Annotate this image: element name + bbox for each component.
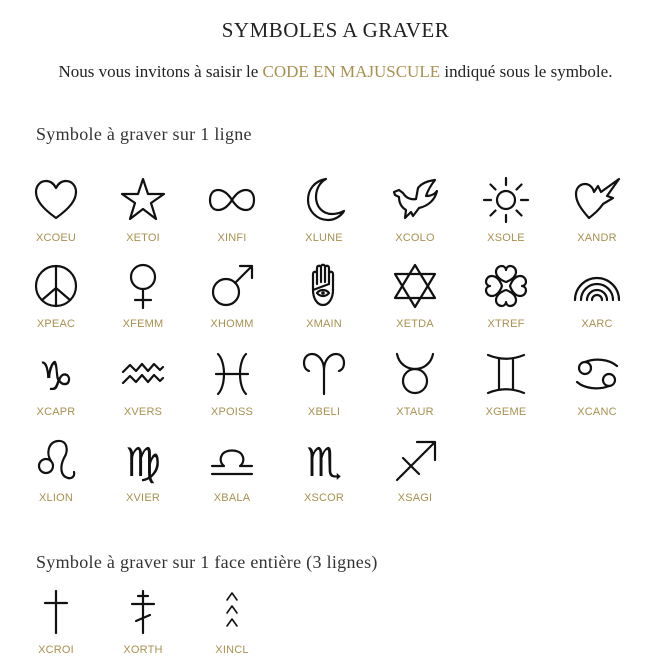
symbol-xgeme[interactable] bbox=[466, 350, 546, 418]
male-icon bbox=[208, 262, 256, 310]
symbol-code: XLION bbox=[38, 492, 73, 504]
libra-icon bbox=[208, 436, 256, 484]
symbol-code: XBALA bbox=[213, 492, 251, 504]
symbol-code: XETOI bbox=[126, 232, 160, 244]
symbol-xarc[interactable] bbox=[557, 262, 637, 330]
symbol-code: XINFI bbox=[217, 232, 247, 244]
symbol-xtref[interactable] bbox=[466, 262, 546, 330]
heart-icon bbox=[32, 176, 80, 224]
aries-icon bbox=[300, 350, 348, 398]
symbol-xlune[interactable] bbox=[284, 176, 364, 244]
symbol-code: XVERS bbox=[123, 406, 163, 418]
symbol-xfemm[interactable] bbox=[103, 262, 183, 330]
capricorn-icon bbox=[32, 350, 80, 398]
svg-text:♍: ♍ bbox=[125, 440, 161, 486]
symbol-code: XVIER bbox=[125, 492, 160, 504]
symbol-code: XCANC bbox=[577, 406, 617, 418]
symbol-xbeli[interactable] bbox=[284, 350, 364, 418]
symbol-code: XCAPR bbox=[36, 406, 76, 418]
star-of-david-icon bbox=[391, 262, 439, 310]
symbol-xvier[interactable] bbox=[103, 436, 183, 504]
symbol-code: XCOLO bbox=[395, 232, 435, 244]
symbol-xcapr[interactable] bbox=[16, 350, 96, 418]
symbol-code: XTAUR bbox=[396, 406, 434, 418]
page-title: SYMBOLES A GRAVER bbox=[221, 18, 450, 42]
symbol-xcanc[interactable] bbox=[557, 350, 637, 418]
pisces-icon bbox=[208, 350, 256, 398]
symbol-code: XLUNE bbox=[305, 232, 343, 244]
symbol-code: XCROI bbox=[38, 644, 74, 656]
symbol-xincl[interactable] bbox=[192, 588, 272, 656]
intro-after: indiqué sous le symbole. bbox=[440, 62, 613, 81]
symbol-xandr[interactable] bbox=[557, 176, 637, 244]
rainbow-icon bbox=[573, 262, 621, 310]
symbol-code: XSCOR bbox=[303, 492, 345, 504]
latin-cross-icon bbox=[32, 588, 80, 636]
symbol-xlion[interactable] bbox=[16, 436, 96, 504]
aquarius-icon bbox=[119, 350, 167, 398]
intro-before: Nous vous invitons à saisir le bbox=[58, 62, 263, 81]
symbol-xtaur[interactable] bbox=[375, 350, 455, 418]
symbol-code: XCOEU bbox=[35, 232, 77, 244]
leo-icon bbox=[32, 436, 80, 484]
symbol-xetoi[interactable] bbox=[103, 176, 183, 244]
gemini-icon bbox=[482, 350, 530, 398]
symbol-xetda[interactable] bbox=[375, 262, 455, 330]
clover-icon bbox=[482, 262, 530, 310]
crescent-moon-icon bbox=[300, 176, 348, 224]
chevrons-up-icon bbox=[208, 588, 256, 636]
cancer-icon bbox=[573, 350, 621, 398]
symbol-code: XHOMM bbox=[210, 318, 254, 330]
symbol-code: XFEMM bbox=[122, 318, 164, 330]
infinity-icon bbox=[208, 176, 256, 224]
sun-icon bbox=[482, 176, 530, 224]
hamsa-hand-icon bbox=[300, 262, 348, 310]
symbol-xpeac[interactable] bbox=[16, 262, 96, 330]
symbol-code: XETDA bbox=[396, 318, 434, 330]
svg-text:♑: ♑ bbox=[38, 354, 74, 400]
section-heading-full-face: Symbole à graver sur 1 face entière (3 lignes) bbox=[36, 552, 378, 572]
svg-text:♏: ♏ bbox=[306, 440, 342, 486]
symbol-xinfi[interactable] bbox=[192, 176, 272, 244]
symbol-xorth[interactable] bbox=[103, 588, 183, 656]
virgo-icon bbox=[119, 436, 167, 484]
symbol-xsole[interactable] bbox=[466, 176, 546, 244]
symbol-code: XMAIN bbox=[306, 318, 342, 330]
symbol-xcoeu[interactable] bbox=[16, 176, 96, 244]
symbol-code: XORTH bbox=[123, 644, 163, 656]
intro-text bbox=[0, 62, 671, 82]
symbol-code: XPOISS bbox=[210, 406, 254, 418]
symbol-code: XGEME bbox=[485, 406, 527, 418]
symbol-xscor[interactable] bbox=[284, 436, 364, 504]
symbol-xsagi[interactable] bbox=[375, 436, 455, 504]
female-icon bbox=[119, 262, 167, 310]
dove-icon bbox=[391, 176, 439, 224]
symbol-code: XSOLE bbox=[487, 232, 525, 244]
peace-icon bbox=[32, 262, 80, 310]
symbol-code: XPEAC bbox=[36, 318, 76, 330]
symbol-code: XBELI bbox=[307, 406, 341, 418]
star-icon bbox=[119, 176, 167, 224]
orthodox-cross-icon bbox=[119, 588, 167, 636]
symbol-xcroi[interactable] bbox=[16, 588, 96, 656]
symbol-code: XANDR bbox=[577, 232, 617, 244]
scorpio-icon bbox=[300, 436, 348, 484]
symbol-xcolo[interactable] bbox=[375, 176, 455, 244]
symbol-code: XARC bbox=[581, 318, 613, 330]
symbol-xvers[interactable] bbox=[103, 350, 183, 418]
symbol-xbala[interactable] bbox=[192, 436, 272, 504]
symbol-xmain[interactable] bbox=[284, 262, 364, 330]
intro-highlight: CODE EN MAJUSCULE bbox=[262, 62, 441, 81]
taurus-icon bbox=[391, 350, 439, 398]
sagittarius-icon bbox=[391, 436, 439, 484]
symbol-xhomm[interactable] bbox=[192, 262, 272, 330]
symbol-code: XINCL bbox=[215, 644, 249, 656]
section-heading-one-line: Symbole à graver sur 1 ligne bbox=[36, 124, 252, 144]
heart-arrow-icon bbox=[573, 176, 621, 224]
symbol-xpoiss[interactable] bbox=[192, 350, 272, 418]
symbol-code: XTREF bbox=[487, 318, 525, 330]
symbol-code: XSAGI bbox=[397, 492, 433, 504]
